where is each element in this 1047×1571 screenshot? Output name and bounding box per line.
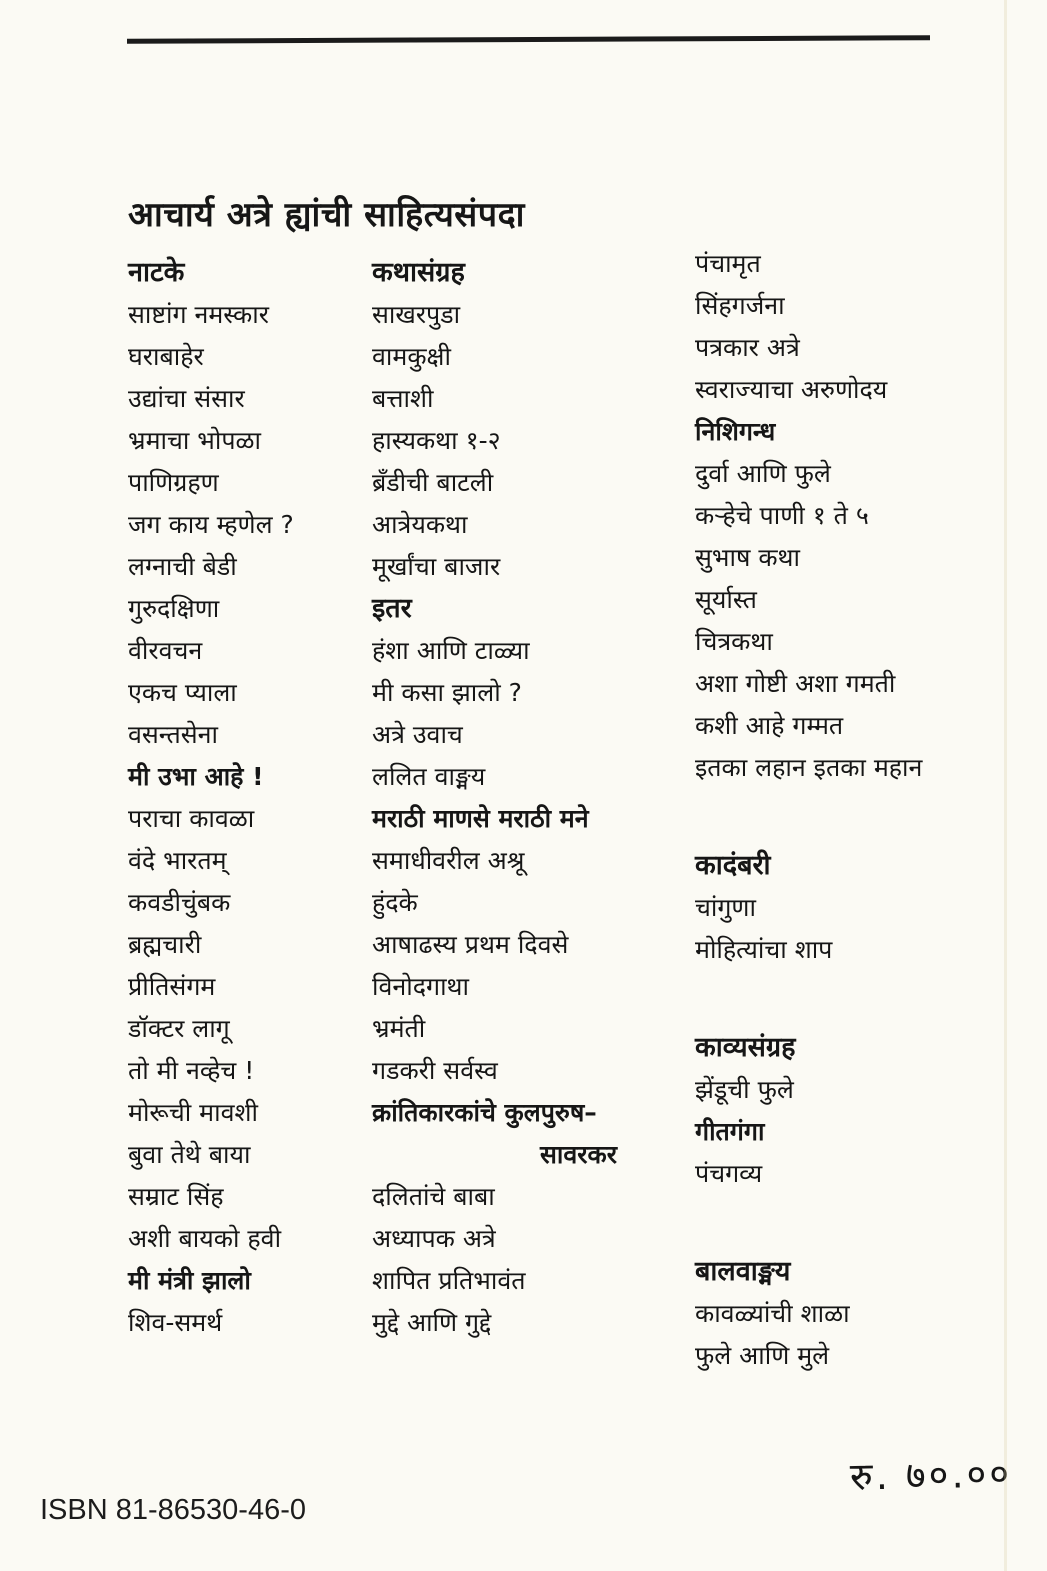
book-title: सावरकर: [540, 1140, 617, 1169]
page-title: आचार्य अत्रे ह्यांची साहित्यसंपदा: [128, 195, 525, 235]
isbn-number: ISBN 81-86530-46-0: [40, 1494, 306, 1526]
section-heading: नाटके: [128, 257, 185, 288]
section-heading: कादंबरी: [695, 850, 771, 881]
book-title: ब्रह्मचारी: [128, 930, 202, 959]
section-heading: कथासंग्रह: [372, 257, 465, 288]
book-title: लग्नाची बेडी: [128, 552, 237, 581]
book-section: [695, 845, 1025, 971]
book-title: हुंदके: [372, 888, 418, 917]
book-title: एकच प्याला: [128, 678, 237, 707]
section-heading: काव्यसंग्रह: [695, 1032, 796, 1063]
book-title: बत्ताशी: [372, 384, 434, 413]
book-section: [372, 588, 682, 1344]
book-section: [372, 252, 682, 588]
top-rule: [127, 35, 930, 44]
section-heading: बालवाङ्मय: [695, 1256, 791, 1287]
book-title: सुभाष कथा: [695, 543, 800, 572]
book-section: [128, 252, 363, 1344]
book-title: तो मी नव्हेच !: [128, 1056, 255, 1085]
book-title: कावळ्यांची शाळा: [695, 1299, 850, 1328]
book-title: विनोदगाथा: [372, 972, 470, 1001]
book-title: अध्यापक अत्रे: [372, 1224, 496, 1253]
price-handwritten: रु. ७०.००: [849, 1451, 1013, 1499]
book-title: सूर्यास्त: [695, 585, 757, 614]
book-title: शापित प्रतिभावंत: [372, 1266, 526, 1295]
book-title: पराचा कावळा: [128, 804, 255, 833]
book-title: समाधीवरील अश्रू: [372, 846, 525, 875]
books-column-plays: [128, 252, 363, 1344]
book-title: हास्यकथा १-२: [372, 426, 501, 455]
book-title: साखरपुडा: [372, 300, 461, 329]
book-title: गुरुदक्षिणा: [128, 594, 220, 623]
book-title: मी मंत्री झालो: [128, 1266, 251, 1295]
book-title: मराठी माणसे मराठी मने: [372, 804, 589, 833]
book-section: [695, 1027, 1025, 1195]
book-title: कऱ्हेचे पाणी १ ते ५: [695, 501, 869, 530]
book-section: [695, 243, 1025, 789]
book-title: फुले आणि मुले: [695, 1341, 830, 1370]
book-title: उद्यांचा संसार: [128, 384, 245, 413]
book-title: मी कसा झालो ?: [372, 678, 522, 707]
book-title: प्रीतिसंगम: [128, 972, 216, 1001]
book-title: पत्रकार अत्रे: [695, 333, 800, 362]
book-title: भ्रमाचा भोपळा: [128, 426, 262, 455]
book-title: पाणिग्रहण: [128, 468, 219, 497]
book-title: हंशा आणि टाळ्या: [372, 636, 530, 665]
book-title: चित्रकथा: [695, 627, 773, 656]
book-title: वंदे भारतम्: [128, 846, 227, 875]
book-title: चांगुणा: [695, 893, 756, 922]
book-title: डॉक्टर लागू: [128, 1014, 230, 1043]
book-title: सम्राट सिंह: [128, 1182, 224, 1211]
book-title: दलितांचे बाबा: [372, 1182, 495, 1211]
book-title: झेंडूची फुले: [695, 1075, 794, 1104]
book-title: घराबाहेर: [128, 342, 204, 371]
book-title: स्वराज्याचा अरुणोदय: [695, 375, 888, 404]
book-title: ललित वाङ्मय: [372, 762, 486, 791]
section-heading: इतर: [372, 593, 412, 624]
book-title: क्रांतिकारकांचे कुलपुरुष–: [372, 1098, 597, 1127]
book-title: मी उभा आहे !: [128, 762, 264, 791]
book-title: मोहित्यांचा शाप: [695, 935, 833, 964]
book-title: निशिगन्ध: [695, 417, 776, 446]
book-title: अत्रे उवाच: [372, 720, 463, 749]
book-title: ब्रँडीची बाटली: [372, 468, 494, 497]
book-title: मूर्खांचा बाजार: [372, 552, 501, 581]
book-title: पंचगव्य: [695, 1159, 763, 1188]
book-title: गीतगंगा: [695, 1117, 765, 1146]
book-title: कवडीचुंबक: [128, 888, 231, 917]
book-title: शिव-समर्थ: [128, 1308, 223, 1337]
book-title: गडकरी सर्वस्व: [372, 1056, 498, 1085]
book-title: अशा गोष्टी अशा गमती: [695, 669, 896, 698]
book-title: अशी बायको हवी: [128, 1224, 282, 1253]
book-title: सिंहगर्जना: [695, 291, 785, 320]
book-title: इतका लहान इतका महान: [695, 753, 923, 782]
book-section: [695, 1251, 1025, 1377]
book-title: आषाढस्य प्रथम दिवसे: [372, 930, 569, 959]
book-title: भ्रमंती: [372, 1014, 426, 1043]
books-column-misc-novels-poetry: [695, 243, 1025, 1377]
book-title: साष्टांग नमस्कार: [128, 300, 269, 329]
book-title: वसन्तसेना: [128, 720, 219, 749]
book-title: मुद्दे आणि गुद्दे: [372, 1308, 492, 1337]
book-title: वीरवचन: [128, 636, 203, 665]
book-title: मोरूची मावशी: [128, 1098, 258, 1127]
book-title: दुर्वा आणि फुले: [695, 459, 831, 488]
book-title: वामकुक्षी: [372, 342, 451, 371]
book-title: आत्रेयकथा: [372, 510, 468, 539]
books-column-stories-other: [372, 252, 682, 1344]
book-title: बुवा तेथे बाया: [128, 1140, 251, 1169]
book-title: कशी आहे गम्मत: [695, 711, 844, 740]
book-title: जग काय म्हणेल ?: [128, 510, 294, 539]
book-title: पंचामृत: [695, 249, 761, 278]
